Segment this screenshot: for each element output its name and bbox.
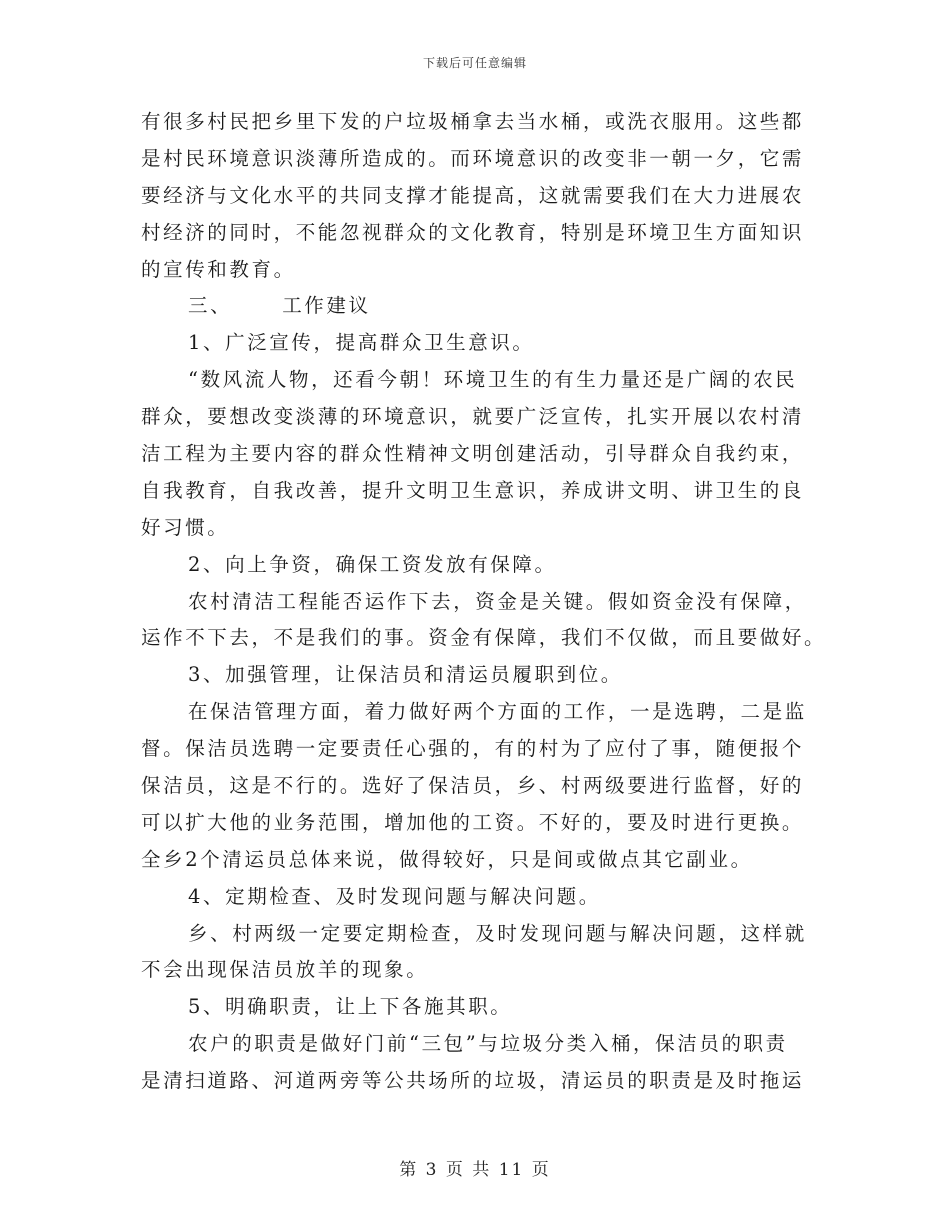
paragraph-line: 运作不下去，不是我们的事。资金有保障，我们不仅做，而且要做好。: [141, 626, 827, 650]
subheading-5: 5、明确职责，让上下各施其职。: [188, 995, 513, 1019]
paragraph-line: 不会出现保洁员放羊的现象。: [141, 958, 429, 982]
page-header: 下载后可任意编辑: [422, 56, 527, 70]
paragraph-line: 可以扩大他的业务范围，增加他的工资。不好的，要及时进行更换。: [141, 810, 805, 834]
section-number: 三、: [188, 294, 233, 318]
subheading-2: 2、向上争资，确保工资发放有保障。: [188, 552, 557, 576]
paragraph-line: 洁工程为主要内容的群众性精神文明创建活动，引导群众自我约束，: [141, 442, 805, 466]
paragraph-line: 群众，要想改变淡薄的环境意识，就要广泛宣传，扎实开展以农村清: [141, 405, 805, 429]
paragraph-line: 督。保洁员选聘一定要责任心强的，有的村为了应付了事，随便报个: [141, 737, 805, 761]
subheading-1: 1、广泛宣传，提高群众卫生意识。: [188, 331, 535, 355]
paragraph-line: 自我教育，自我改善，提升文明卫生意识，养成讲文明、讲卫生的良: [141, 478, 805, 502]
paragraph-line: 村经济的同时，不能忽视群众的文化教育，特别是环境卫生方面知识: [141, 220, 805, 244]
paragraph-line: “数风流人物，还看今朝！环境卫生的有生力量还是广阔的农民: [188, 368, 798, 392]
paragraph-line: 好习惯。: [141, 515, 230, 539]
paragraph-line: 是清扫道路、河道两旁等公共场所的垃圾，清运员的职责是及时拖运: [141, 1069, 805, 1093]
paragraph-line: 乡、村两级一定要定期检查，及时发现问题与解决问题，这样就: [188, 921, 807, 945]
subheading-3: 3、加强管理，让保洁员和清运员履职到位。: [188, 663, 623, 687]
paragraph-line: 是村民环境意识淡薄所造成的。而环境意识的改变非一朝一夕，它需: [141, 146, 805, 170]
paragraph-line: 农户的职责是做好门前“三包”与垃圾分类入桶，保洁员的职责: [188, 1032, 788, 1056]
document-body: [141, 104, 827, 1100]
paragraph-line: 全乡2个清运员总体来说，做得较好，只是间或做点其它副业。: [141, 847, 753, 871]
paragraph-line: 在保洁管理方面，着力做好两个方面的工作，一是选聘，二是监: [188, 700, 807, 724]
paragraph-line: 农村清洁工程能否运作下去，资金是关键。假如资金没有保障，: [188, 589, 807, 613]
paragraph-line: 的宣传和教育。: [141, 257, 296, 281]
paragraph-line: 有很多村民把乡里下发的户垃圾桶拿去当水桶，或洗衣服用。这些都: [141, 110, 805, 133]
page-footer: 第 3 页 共 11 页: [399, 1160, 551, 1180]
paragraph-line: 要经济与文化水平的共同支撑才能提高，这就需要我们在大力进展农: [141, 183, 805, 207]
section-heading: [141, 288, 813, 325]
section-title: 工作建议: [282, 294, 371, 318]
paragraph-line: 保洁员，这是不行的。选好了保洁员，乡、村两级要进行监督，好的: [141, 774, 805, 798]
subheading-4: 4、定期检查、及时发现问题与解决问题。: [188, 884, 601, 908]
